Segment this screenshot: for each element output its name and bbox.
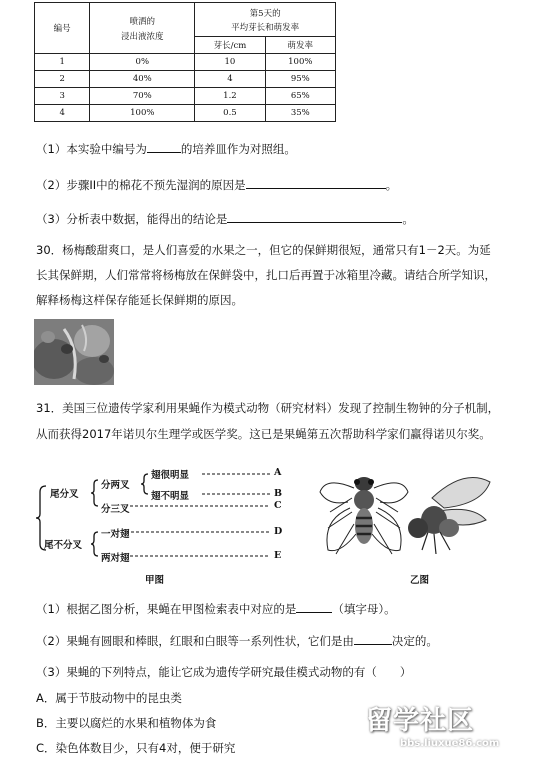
option-c[interactable]: C．染色体数目少，只有4对，便于研究 bbox=[36, 741, 236, 755]
key-two-pair-wings: 两对翅 bbox=[101, 553, 130, 564]
table-row: 3 70% 1.2 65% bbox=[35, 88, 336, 105]
key-one-pair-wings: 一对翅 bbox=[101, 529, 130, 540]
key-letter-c: C bbox=[274, 500, 282, 511]
question-31-line: 从而获得2017年诺贝尔生理学或医学奖。这已是果蝇第五次帮助科学家们赢得诺贝尔奖。 bbox=[36, 427, 491, 441]
caption-figure-jia: 甲图 bbox=[145, 575, 165, 586]
answer-blank[interactable] bbox=[246, 177, 386, 189]
key-letter-b: B bbox=[274, 488, 283, 499]
question-30-line: 30．杨梅酸甜爽口，是人们喜爱的水果之一，但它的保鲜期很短，通常只有1－2天。为延 bbox=[36, 243, 491, 257]
table-row: 4 100% 0.5 35% bbox=[35, 105, 336, 122]
data-table bbox=[34, 2, 336, 122]
question-31-2: （2）果蝇有圆眼和棒眼，红眼和白眼等一系列性状，它们是由 决定的。 bbox=[36, 634, 438, 648]
header-bud-length: 芽长/cm bbox=[195, 37, 265, 54]
header-number: 编号 bbox=[35, 3, 90, 54]
key-tail-not-forked: 尾不分叉 bbox=[44, 540, 83, 551]
question-1: （1）本实验中编号为 的培养皿作为对照组。 bbox=[36, 142, 296, 156]
question-31-3: （3）果蝇的下列特点，能让它成为遗传学研究最佳模式动物的有（ ） bbox=[36, 665, 412, 679]
key-three-fork: 分三叉 bbox=[101, 504, 130, 515]
header-day5: 第5天的 平均芽长和萌发率 bbox=[195, 3, 336, 37]
option-a[interactable]: A．属于节肢动物中的昆虫类 bbox=[36, 691, 182, 705]
key-letter-d: D bbox=[274, 526, 283, 537]
key-tail-forked: 尾分叉 bbox=[50, 489, 79, 500]
question-3: （3）分析表中数据，能得出的结论是 。 bbox=[36, 212, 414, 226]
question-31-1: （1）根据乙图分析，果蝇在甲图检索表中对应的是 （填字母）。 bbox=[36, 602, 396, 616]
key-wings-not-obvious: 翅不明显 bbox=[151, 491, 190, 502]
option-b[interactable]: B．主要以腐烂的水果和植物体为食 bbox=[36, 716, 217, 730]
question-30-line: 解释杨梅这样保存能延长保鲜期的原因。 bbox=[36, 293, 243, 307]
answer-blank[interactable] bbox=[147, 141, 181, 153]
watermark-url: bbs.liuxue86.com bbox=[400, 738, 500, 749]
fruit-fly-illustrations bbox=[314, 468, 494, 566]
question-2: （2）步骤II中的棉花不预先湿润的原因是 。 bbox=[36, 178, 398, 192]
caption-figure-yi: 乙图 bbox=[410, 575, 430, 586]
key-letter-e: E bbox=[274, 550, 282, 561]
question-30-line: 长其保鲜期，人们常常将杨梅放在保鲜袋中，扎口后再置于冰箱里冷藏。请结合所学知识， bbox=[36, 268, 496, 282]
answer-blank[interactable] bbox=[296, 601, 332, 613]
key-wings-obvious: 翅很明显 bbox=[151, 470, 190, 481]
key-two-fork: 分两叉 bbox=[101, 480, 130, 491]
watermark-logo: 留学社区 bbox=[366, 706, 475, 736]
answer-blank[interactable] bbox=[354, 633, 392, 645]
table-row: 1 0% 10 100% bbox=[35, 54, 336, 71]
question-31-line: 31．美国三位遗传学家利用果蝇作为模式动物（研究材料）发现了控制生物钟的分子机制， bbox=[36, 401, 500, 415]
answer-blank[interactable] bbox=[227, 211, 402, 223]
table-row: 2 40% 4 95% bbox=[35, 71, 336, 88]
header-concentration: 喷洒的 浸出液浓度 bbox=[90, 3, 195, 54]
key-letter-a: A bbox=[274, 467, 282, 478]
bayberry-photo bbox=[34, 319, 114, 385]
header-germination: 萌发率 bbox=[265, 37, 335, 54]
